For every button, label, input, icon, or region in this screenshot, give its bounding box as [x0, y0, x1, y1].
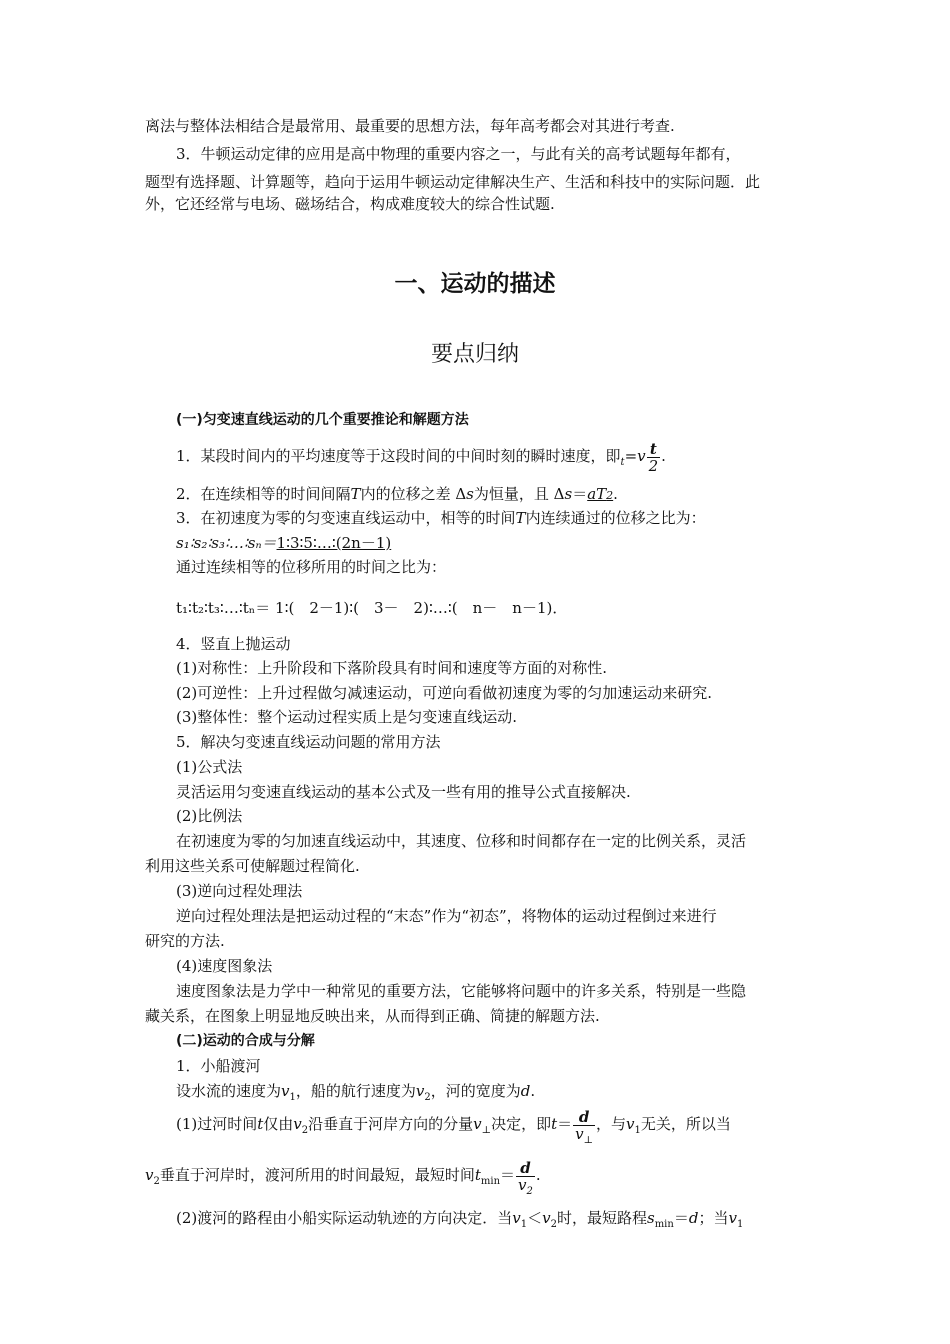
sub-2: 2	[550, 1219, 557, 1228]
point-2-end: .	[613, 485, 618, 503]
fraction-denominator	[573, 1124, 595, 1146]
var-t: t	[474, 1166, 481, 1184]
var-t: t	[257, 1115, 264, 1133]
ratio-s-line	[176, 533, 810, 553]
crossing-time-line	[176, 1106, 810, 1146]
ratio-s-lhs: s₁∶s₂∶s₃∶…∶sₙ＝	[176, 534, 277, 552]
min-time-1: 垂直于河岸时，渡河所用的时间最短，最短时间	[159, 1166, 475, 1184]
point-2-s: s	[466, 485, 474, 503]
point-3-end: 内连续通过的位移之比为：	[525, 509, 706, 527]
crossing-5: ，与	[596, 1115, 627, 1133]
fraction-numerator: t	[647, 441, 661, 458]
point-2-mid2: 为恒量，且 Δ	[473, 485, 565, 503]
boat-setup-2: ，船的航行速度为	[295, 1082, 416, 1100]
point-4a: (1)对称性：上升阶段和下落阶段具有时间和速度等方面的对称性.	[176, 659, 608, 677]
section-title-1: (一)匀变速直线运动的几个重要推论和解题方法	[176, 412, 469, 428]
equals: ＝	[500, 1166, 516, 1184]
intro-line-4: 外，它还经常与电场、磁场结合，构成难度较大的综合性试题.	[145, 195, 555, 213]
boat-heading: 1．小船渡河	[176, 1057, 261, 1075]
point-1-eq: =v	[624, 447, 646, 465]
method-3: (3)逆向过程处理法	[176, 882, 303, 900]
half-time-fraction	[647, 441, 661, 474]
intro-line-3: 题型有选择题、计算题等，趋向于运用牛顿运动定律解决生产、生活和科技中的实际问题．此	[145, 173, 761, 191]
method-2-text-1: 在初速度为零的匀加速直线运动中，其速度、位移和时间都存在一定的比例关系，灵活	[176, 832, 747, 850]
sub-min: min	[654, 1219, 674, 1228]
point-2-eq: ＝	[572, 485, 588, 503]
point-3-text: 3．在初速度为零的匀变速直线运动中，相等的时间	[176, 509, 516, 527]
equals: ＝	[557, 1115, 573, 1133]
section-title-2: (二)运动的合成与分解	[176, 1033, 315, 1049]
sub-1: 1	[634, 1125, 641, 1136]
dot: .	[530, 1082, 536, 1100]
point-1	[176, 438, 810, 476]
point-2-exp: 2	[606, 489, 614, 502]
sub-2: 2	[153, 1176, 160, 1187]
intro-line-1: 离法与整体法相结合是最常用、最重要的思想方法，每年高考都会对其进行考查.	[145, 117, 675, 135]
point-2-mid: 内的位移之差 Δ	[360, 485, 467, 503]
point-4b: (2)可逆性：上升过程做匀减速运动，可逆向看做初速度为零的匀加速运动来研究.	[176, 684, 713, 702]
sub-2: 2	[526, 1185, 533, 1197]
var-s: s	[647, 1209, 655, 1227]
var-v: v	[512, 1209, 521, 1227]
point-2-T: T	[350, 485, 361, 503]
fraction-numerator: d	[573, 1109, 595, 1126]
equals: ＝	[673, 1209, 689, 1227]
var-v: v	[415, 1082, 425, 1100]
sub-perp: ⊥	[583, 1134, 594, 1146]
var-v: v	[626, 1115, 635, 1133]
point-2-aT2	[587, 485, 613, 503]
method-3-text-2: 研究的方法.	[145, 932, 225, 950]
method-4-text-2: 藏关系，在图象上明显地反映出来，从而得到正确、简捷的解题方法.	[145, 1007, 600, 1025]
point-2-s2: s	[564, 485, 573, 503]
point-1-sub: t	[620, 457, 625, 468]
fraction-denominator	[516, 1175, 535, 1197]
sub-2: 2	[424, 1092, 431, 1101]
point-3	[176, 508, 810, 528]
path-1: (2)渡河的路程由小船实际运动轨迹的方向决定．当	[176, 1209, 513, 1227]
method-2-text-2: 利用这些关系可使解题过程简化.	[145, 857, 360, 875]
point-1-end: .	[661, 447, 666, 465]
crossing-2: 仅由	[263, 1115, 294, 1133]
crossing-3: 沿垂直于河岸方向的分量	[308, 1115, 474, 1133]
fraction-denominator: 2	[648, 456, 659, 475]
sub-1: 1	[520, 1219, 528, 1228]
boat-setup	[176, 1081, 810, 1101]
var-v: v	[728, 1209, 737, 1227]
path-3: ；当	[698, 1209, 729, 1227]
method-2: (2)比例法	[176, 807, 243, 825]
crossing-6: 无关，所以当	[640, 1115, 731, 1133]
sub-2: 2	[301, 1125, 309, 1136]
var-v: v	[473, 1115, 482, 1133]
path-line	[176, 1208, 810, 1228]
var-d: d	[520, 1082, 531, 1100]
method-1-text: 灵活运用匀变速直线运动的基本公式及一些有用的推导公式直接解决.	[176, 783, 631, 801]
var-d: d	[688, 1209, 699, 1227]
sub-perp: ⊥	[481, 1125, 492, 1136]
path-2: 时，最短路程	[556, 1209, 647, 1227]
fraction-numerator: d	[516, 1160, 535, 1177]
chapter-heading: 一、运动的描述	[394, 271, 556, 297]
time-fraction	[573, 1107, 595, 1146]
ratio-s-value: 1∶3∶5∶…∶(2n－1)	[276, 534, 392, 552]
sub-1: 1	[289, 1092, 296, 1101]
point-4: 4．竖直上抛运动	[176, 635, 291, 653]
point-2	[176, 484, 810, 506]
method-1: (1)公式法	[176, 758, 243, 776]
point-3-T: T	[515, 509, 526, 527]
var-v: v	[281, 1082, 290, 1100]
ratio-t-line: t₁∶t₂∶t₃∶…∶tₙ＝ 1∶( 2－1)∶( 3－ 2)∶…∶( n－ n－1)．	[176, 599, 568, 617]
less-than: ＜	[527, 1209, 543, 1227]
method-3-text-1: 逆向过程处理法是把运动过程的“末态”作为“初态”，将物体的运动过程倒过来进行	[176, 907, 717, 925]
var-v: v	[575, 1124, 584, 1143]
method-4-text-1: 速度图象法是力学中一种常见的重要方法，它能够将问题中的许多关系，特别是一些隐	[176, 982, 747, 1000]
point-1-text: 1．某段时间内的平均速度等于这段时间的中间时刻的瞬时速度，即	[176, 447, 621, 465]
point-4c: (3)整体性：整个运动过程实质上是匀变速直线运动.	[176, 708, 518, 726]
sub-1: 1	[736, 1219, 744, 1228]
dot: .	[535, 1166, 541, 1184]
point-2-text: 2．在连续相等的时间间隔	[176, 485, 351, 503]
crossing-4: 决定，即	[491, 1115, 552, 1133]
method-4: (4)速度图象法	[176, 957, 273, 975]
min-time-line	[145, 1157, 810, 1197]
summary-heading: 要点归纳	[430, 342, 519, 367]
var-v: v	[518, 1175, 527, 1194]
boat-setup-1: 设水流的速度为	[176, 1082, 282, 1100]
point-2-aT: aT	[587, 485, 607, 503]
var-v: v	[145, 1166, 154, 1184]
point-5: 5．解决匀变速直线运动问题的常用方法	[176, 733, 441, 751]
var-v: v	[293, 1115, 302, 1133]
var-t: t	[551, 1115, 558, 1133]
sub-min: min	[480, 1176, 501, 1187]
point-3b: 通过连续相等的位移所用的时间之比为：	[176, 558, 447, 576]
min-time-fraction	[516, 1158, 535, 1197]
intro-line-2: 3．牛顿运动定律的应用是高中物理的重要内容之一，与此有关的高考试题每年都有，	[176, 145, 741, 163]
boat-setup-3: ，河的宽度为	[430, 1082, 521, 1100]
crossing-1: (1)过河时间	[176, 1115, 258, 1133]
var-v: v	[542, 1209, 551, 1227]
